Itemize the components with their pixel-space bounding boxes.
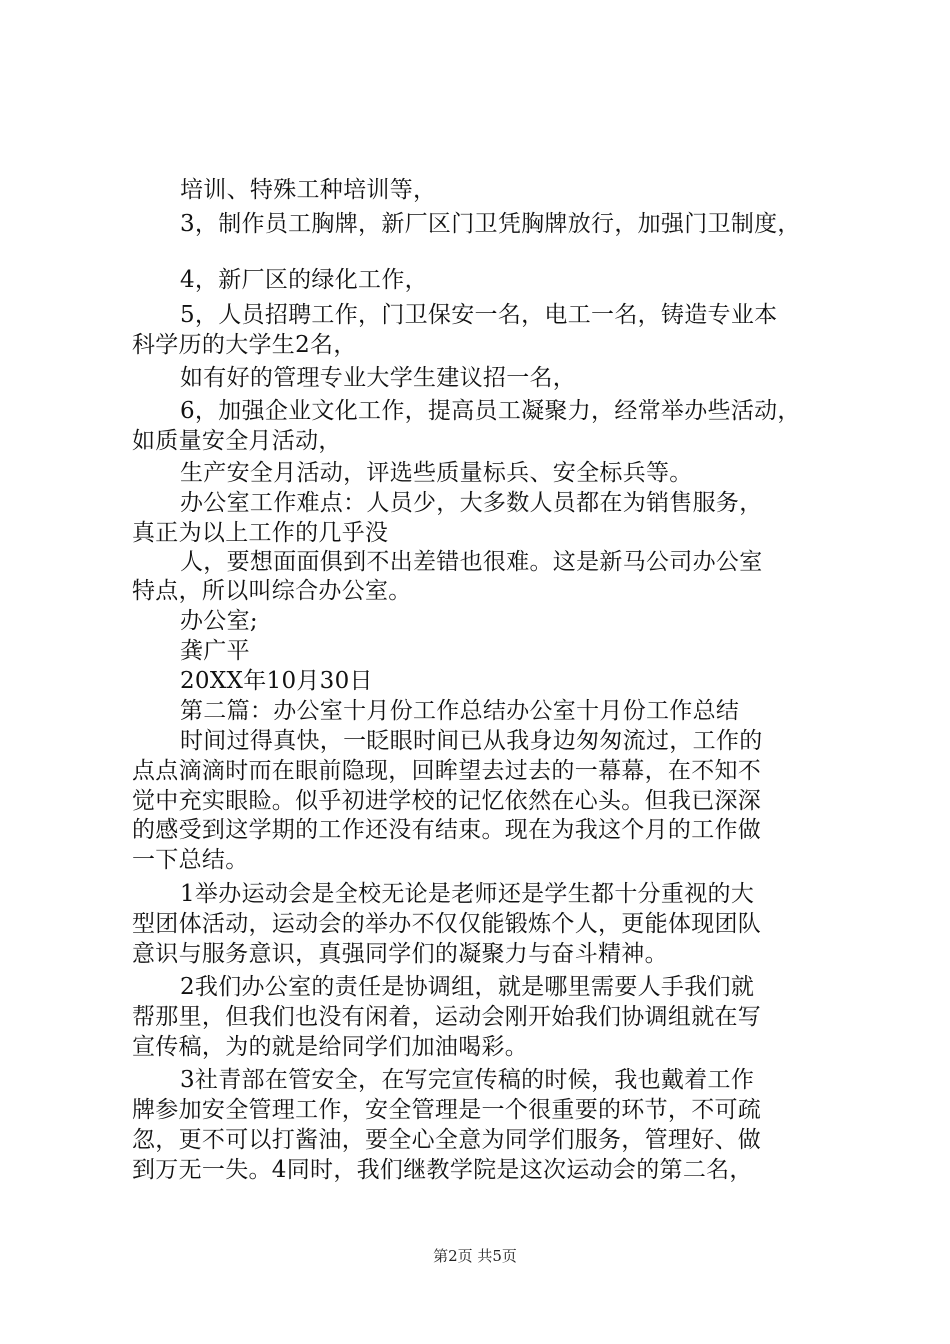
- text-line: 觉中充实眼睑。似乎初进学校的记忆依然在心头。但我已深深: [132, 788, 762, 814]
- text-line: 点点滴滴时而在眼前隐现，回眸望去过去的一幕幕，在不知不: [132, 758, 762, 784]
- text-line: 的感受到这学期的工作还没有结束。现在为我这个月的工作做: [132, 817, 762, 843]
- text-line: 如有好的管理专业大学生建议招一名，: [180, 365, 577, 391]
- text-line: 宣传稿，为的就是给同学们加油喝彩。: [132, 1034, 529, 1060]
- text-line: 3，制作员工胸牌，新厂区门卫凭胸牌放行，加强门卫制度，: [180, 211, 801, 237]
- text-line: 科学历的大学生2名，: [132, 332, 357, 358]
- text-line: 1举办运动会是全校无论是老师还是学生都十分重视的大: [180, 881, 755, 907]
- text-line: 人，要想面面俱到不出差错也很难。这是新马公司办公室: [180, 549, 763, 575]
- section-heading: 第二篇：办公室十月份工作总结办公室十月份工作总结: [180, 698, 740, 724]
- text-line: 5，人员招聘工作，门卫保安一名，电工一名，铸造专业本: [180, 302, 778, 328]
- text-line: 培训、特殊工种培训等，: [180, 177, 437, 203]
- text-line: 办公室工作难点：人员少，大多数人员都在为销售服务，: [180, 490, 763, 516]
- text-line: 意识与服务意识，真强同学们的凝聚力与奋斗精神。: [132, 941, 668, 967]
- text-line: 帮那里，但我们也没有闲着，运动会刚开始我们协调组就在写: [132, 1004, 762, 1030]
- text-line: 真正为以上工作的几乎没: [132, 520, 389, 546]
- document-date: 20XX年10月30日: [180, 668, 373, 694]
- text-line: 3社青部在管安全，在写完宣传稿的时候，我也戴着工作: [180, 1067, 755, 1093]
- text-line: 牌参加安全管理工作，安全管理是一个很重要的环节，不可疏: [132, 1097, 762, 1123]
- text-line: 忽，更不可以打酱油，要全心全意为同学们服务，管理好、做: [132, 1127, 762, 1153]
- page-number-footer: 第2页 共5页: [433, 1247, 517, 1265]
- text-line: 时间过得真快，一眨眼时间已从我身边匆匆流过，工作的: [180, 728, 763, 754]
- text-line: 办公室;: [180, 608, 258, 634]
- text-line: 4，新厂区的绿化工作，: [180, 267, 428, 293]
- text-line: 如质量安全月活动，: [132, 428, 342, 454]
- text-line: 生产安全月活动，评选些质量标兵、安全标兵等。: [180, 460, 693, 486]
- text-line: 6，加强企业文化工作，提高员工凝聚力，经常举办些活动，: [180, 398, 801, 424]
- text-line: 型团体活动，运动会的举办不仅仅能锻炼个人，更能体现团队: [132, 911, 762, 937]
- text-line: 到万无一失。4同时，我们继教学院是这次运动会的第二名，: [132, 1157, 753, 1183]
- text-line: 2我们办公室的责任是协调组，就是哪里需要人手我们就: [180, 974, 755, 1000]
- signature-name: 龚广平: [180, 638, 250, 664]
- text-line: 一下总结。: [132, 847, 249, 873]
- text-line: 特点，所以叫综合办公室。: [132, 578, 412, 604]
